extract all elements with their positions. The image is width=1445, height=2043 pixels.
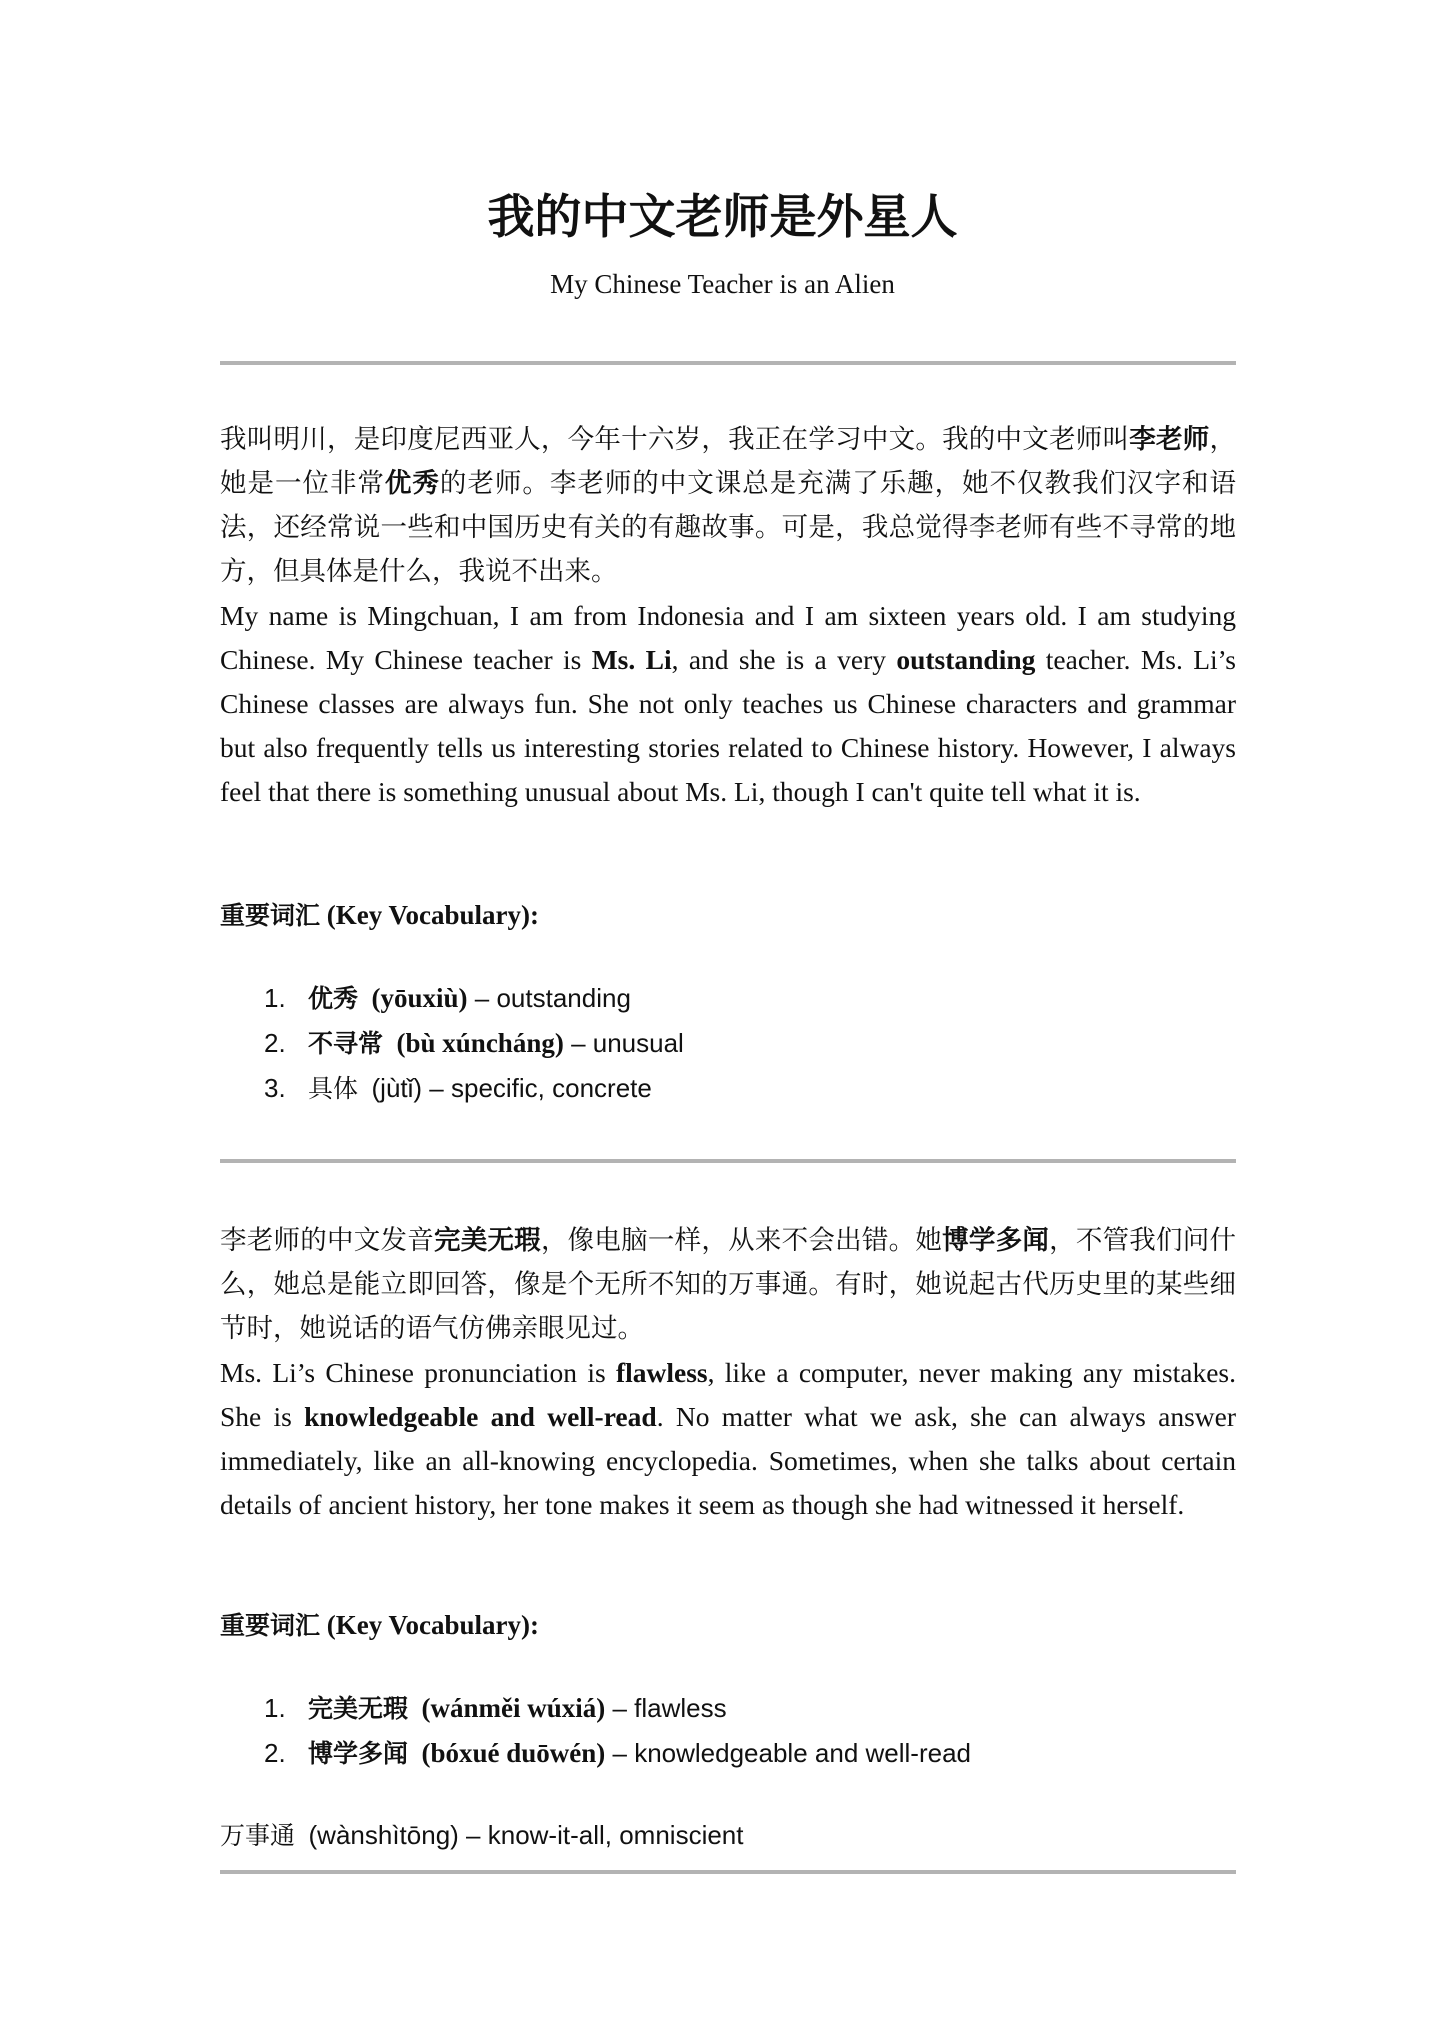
vocab-word: 完美无瑕 xyxy=(308,1694,409,1723)
bold-term: flawless xyxy=(615,1357,708,1388)
vocab-pinyin: (wánměi wúxiá) xyxy=(421,1693,606,1723)
vocab-meaning: – flawless xyxy=(605,1693,727,1723)
vocab-meaning: – know-it-all, omniscient xyxy=(458,1820,744,1850)
section-2-vocab-list xyxy=(220,1686,1236,1776)
vocab-item xyxy=(220,1021,1236,1066)
section-2 xyxy=(220,1219,1236,1527)
document-title: 我的中文老师是外星人 xyxy=(487,190,958,245)
bold-term: 博学多闻 xyxy=(942,1225,1050,1256)
text-run: ，像电脑一样，从来不会出错。她 xyxy=(540,1225,943,1256)
text-run: Ms. Li’s Chinese pronunciation is xyxy=(220,1357,616,1388)
section-1-chinese-paragraph xyxy=(220,418,1236,594)
vocab-meaning: – knowledgeable and well-read xyxy=(605,1738,971,1768)
section-2-english-paragraph xyxy=(220,1351,1236,1527)
vocab-heading-en: (Key Vocabulary): xyxy=(320,900,540,930)
bold-term: Ms. Li xyxy=(591,644,672,675)
text-run: 我叫明川，是印度尼西亚人，今年十六岁，我正在学习中文。我的中文老师叫 xyxy=(220,424,1130,455)
text-run: My name is Mingchuan, I am from Indonesia and I am sixteen years old. I am studying Chinese. My Chinese teacher is xyxy=(220,600,1236,675)
text-run: ，不管我们问什么，她总是能立即回答，像是个无所不知的万事通。有时，她说起古代历史里的某些细节时，她说话的语气仿佛亲眼见过。 xyxy=(220,1225,1237,1344)
vocab-heading-en: (Key Vocabulary): xyxy=(320,1610,540,1640)
bold-term: 优秀 xyxy=(384,468,440,499)
extra-vocab-line xyxy=(220,1813,1236,1858)
vocab-item xyxy=(220,976,1236,1021)
vocab-item xyxy=(220,1731,1236,1776)
vocab-number: 1. xyxy=(264,983,286,1013)
section-2-vocab-heading-wrap xyxy=(220,1603,1236,1648)
vocab-pinyin: (yōuxiù) xyxy=(371,983,468,1013)
vocab-pinyin: (bù xúncháng) xyxy=(396,1028,564,1058)
section-1-vocab-list xyxy=(220,976,1236,1111)
vocab-heading-zh: 重要词汇 xyxy=(220,1611,321,1640)
vocab-word: 具体 xyxy=(308,1074,359,1103)
vocab-word: 不寻常 xyxy=(308,1029,384,1058)
vocab-number: 1. xyxy=(264,1693,286,1723)
bold-term: outstanding xyxy=(896,644,1036,675)
vocab-meaning: – specific, concrete xyxy=(422,1073,652,1103)
text-run: , like a computer, never making any mistakes. She is xyxy=(220,1357,1236,1432)
text-run: 李老师的中文发音 xyxy=(220,1225,434,1256)
section-2-vocab-list-wrap xyxy=(220,1686,1236,1776)
section-2-chinese-paragraph xyxy=(220,1219,1236,1351)
document-subtitle: My Chinese Teacher is an Alien xyxy=(550,269,895,299)
section-2-vocab-heading xyxy=(220,1603,1236,1648)
vocab-meaning: – outstanding xyxy=(467,983,631,1013)
vocab-number: 2. xyxy=(264,1738,286,1768)
vocab-item xyxy=(220,1686,1236,1731)
text-run: ，她是一位非常 xyxy=(220,424,1237,499)
vocab-number: 2. xyxy=(264,1028,286,1058)
text-run: , and she is a very xyxy=(671,644,897,675)
divider-middle xyxy=(220,1159,1236,1163)
bold-term: 李老师 xyxy=(1129,424,1210,455)
vocab-pinyin: (jùtǐ) xyxy=(371,1073,423,1103)
vocab-word: 万事通 xyxy=(220,1821,296,1850)
vocab-heading-zh: 重要词汇 xyxy=(220,901,321,930)
text-run: 的老师。李老师的中文课总是充满了乐趣，她不仅教我们汉字和语法，还经常说一些和中国历史有关的有趣故事。可是，我总觉得李老师有些不寻常的地方，但具体是什么，我说不出来。 xyxy=(220,468,1237,587)
vocab-meaning: – unusual xyxy=(563,1028,684,1058)
vocab-pinyin: (bóxué duōwén) xyxy=(421,1738,606,1768)
bold-term: 完美无瑕 xyxy=(433,1225,541,1256)
vocab-word: 优秀 xyxy=(308,984,359,1013)
section-1-vocab-heading-wrap xyxy=(220,893,1236,938)
section-1-vocab-heading xyxy=(220,893,1236,938)
divider-bottom xyxy=(220,1870,1236,1874)
section-1-english-paragraph xyxy=(220,594,1236,814)
vocab-item xyxy=(220,1066,1236,1111)
vocab-word: 博学多闻 xyxy=(308,1739,409,1768)
text-run: teacher. Ms. Li’s Chinese classes are always fun. She not only teaches us Chinese characters and grammar but also frequently tells us interesting stories related to Chinese history. However, I always feel that there is something unusual about Ms. Li, though I can't quite tell what it is. xyxy=(220,644,1237,807)
section-1 xyxy=(220,418,1236,814)
vocab-number: 3. xyxy=(264,1073,286,1103)
text-run: . No matter what we ask, she can always answer immediately, like an all-knowing encyclopedia. Sometimes, when she talks about certain details of ancient history, her tone makes it seem as though she had witnessed it herself. xyxy=(220,1401,1236,1520)
divider-top xyxy=(220,361,1236,365)
section-1-vocab-list-wrap xyxy=(220,976,1236,1111)
bold-term: knowledgeable and well-read xyxy=(304,1401,657,1432)
vocab-pinyin: (wànshìtōng) xyxy=(308,1820,459,1850)
